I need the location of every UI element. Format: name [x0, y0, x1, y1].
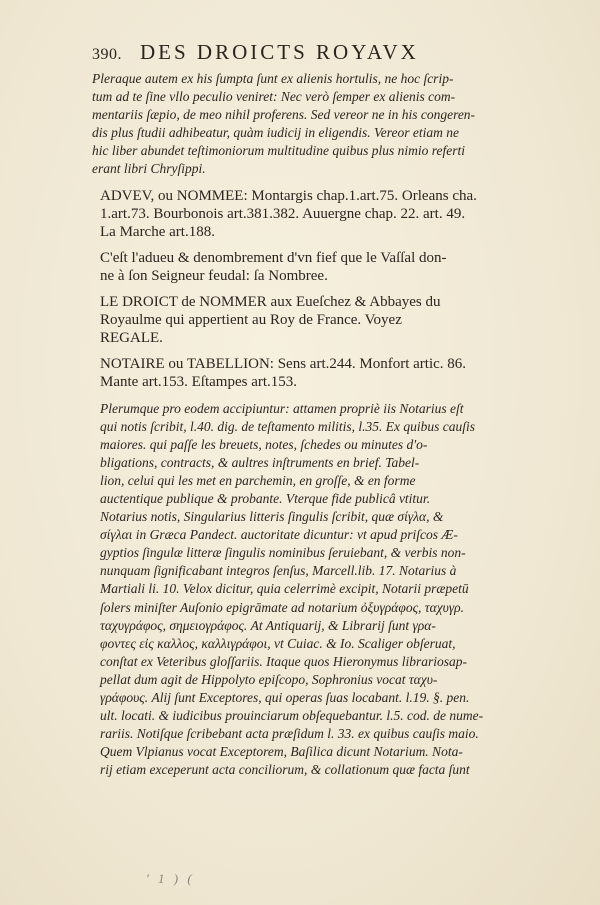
text-line: La Marche art.188.	[100, 223, 215, 240]
text-line: gyptios ſingulæ litteræ ſingulis nominibus ſeruiebant, & verbis non-	[100, 545, 466, 561]
latin-passage-2	[92, 400, 508, 780]
folio-number: 390.	[92, 46, 122, 63]
text-line: qui notis ſcribit, l.40. dig. de teſtamento militis, l.35. Ex quibus cauſis	[100, 418, 475, 434]
text-line: Martiali li. 10. Velox dicitur, quia celerrimè excipit, Notarii præpetū	[100, 581, 469, 597]
text-line: maiores. qui paſſe les breuets, notes, ſchedes ou minutes d'o-	[100, 436, 428, 452]
entry-droict-de-nommer	[92, 293, 508, 347]
text-line: ult. locati. & iudicibus prouinciarum obſequebantur. l.5. cod. de nume-	[100, 708, 484, 724]
entry-adveu-definition	[92, 249, 508, 285]
text-line: lion, celui qui les met en parchemin, en groſſe, & en forme	[100, 472, 416, 488]
bottom-bleed-through: ' 1 ) (	[146, 871, 195, 886]
entry-notaire	[92, 355, 508, 391]
latin-passage-1	[92, 70, 508, 179]
text-line: C'eſt l'adueu & denombrement d'vn fief que le Vaſſal don-	[100, 249, 447, 266]
page-header	[92, 40, 508, 66]
running-head: DES DROICTS ROYAVX	[140, 40, 419, 64]
text-line: tum ad te ſine vllo peculio veniret: Nec verò ſemper ex alienis com-	[92, 89, 456, 105]
text-line: 1.art.73. Bourbonois art.381.382. Auuergne chap. 22. art. 49.	[100, 205, 466, 222]
text-line: hic liber abundet teſtimoniorum multitudine quibus plus nimio referti	[92, 143, 465, 159]
text-line: Quem Vlpianus vocat Exceptorem, Baſilica dicunt Notarium. Nota-	[100, 744, 463, 760]
text-line: erant libri Chryſippi.	[92, 161, 206, 177]
text-line: pellat dum agit de Hippolyto epiſcopo, Sophronius vocat ταχυ-	[100, 671, 438, 687]
text-line: dis plus ſtudii adhibeatur, quàm iudicij in eligendis. Vereor etiam ne	[92, 125, 459, 141]
entry-adveu	[92, 187, 508, 241]
text-line: ταχυγράφος, σημειογράφος. At Antiquarij, & Librarij ſunt γρα-	[100, 617, 436, 633]
text-line: Pleraque autem ex his ſumpta ſunt ex alienis hortulis, ne hoc ſcrip-	[92, 71, 454, 86]
text-line: Plerumque pro eodem accipiuntur: attamen propriè iis Notarius eſt	[100, 400, 464, 416]
text-line: ne à ſon Seigneur feudal: ſa Nombree.	[100, 267, 328, 284]
text-line: rariis. Notiſque ſcribebant acta præſidum l. 33. ex quibus cauſis maio.	[100, 726, 479, 742]
text-line: nunquam ſignificabant integros ſenſus, Marcell.lib. 17. Notarius à	[100, 563, 457, 579]
text-line: rij etiam exceperunt acta conciliorum, & collationum quæ facta ſunt	[100, 762, 470, 778]
text-line: φοντες εἰς καλλος, καλλιγράφοι, vt Cuiac. & Io. Scaliger obſeruat,	[100, 635, 456, 651]
text-line: γράφους. Alij ſunt Exceptores, qui operas ſuas locabant. l.19. §. pen.	[100, 690, 470, 705]
entry-heading-line: LE DROICT de NOMMER aux Eueſchez & Abbayes du	[100, 294, 441, 311]
text-line: ſolers miniſter Auſonio epigrāmate ad notarium ὀξυγράφος, ταχυγρ.	[100, 599, 465, 615]
text-line: Royaulme qui appertient au Roy de France. Voyez	[100, 312, 402, 329]
text-line: bligations, contracts, & aultres inſtruments en brief. Tabel-	[100, 454, 420, 470]
text-line: auctentique publique & probante. Vterque fide publicâ vtitur.	[100, 490, 431, 506]
text-line: conſtat ex Veteribus gloſſariis. Itaque quos Hieronymus librariosap-	[100, 653, 467, 669]
text-line: Notarius notis, Singularius litteris ſingulis ſcribit, quæ σίγλα, &	[100, 509, 444, 525]
text-line: mentariis ſæpio, de meo nihil proferens. Sed vereor ne in his congeren-	[92, 107, 476, 123]
entry-heading-line: ADVEV, ou NOMMEE: Montargis chap.1.art.75. Orleans cha.	[100, 187, 477, 204]
entry-heading-line: NOTAIRE ou TABELLION: Sens art.244. Monfort artic. 86.	[100, 356, 467, 373]
text-line: σίγλαι in Græca Pandect. auctoritate dicuntur: vt apud priſcos Æ-	[100, 527, 458, 543]
text-line: Mante art.153. Eſtampes art.153.	[100, 374, 298, 391]
cross-reference: REGALE.	[100, 330, 163, 347]
